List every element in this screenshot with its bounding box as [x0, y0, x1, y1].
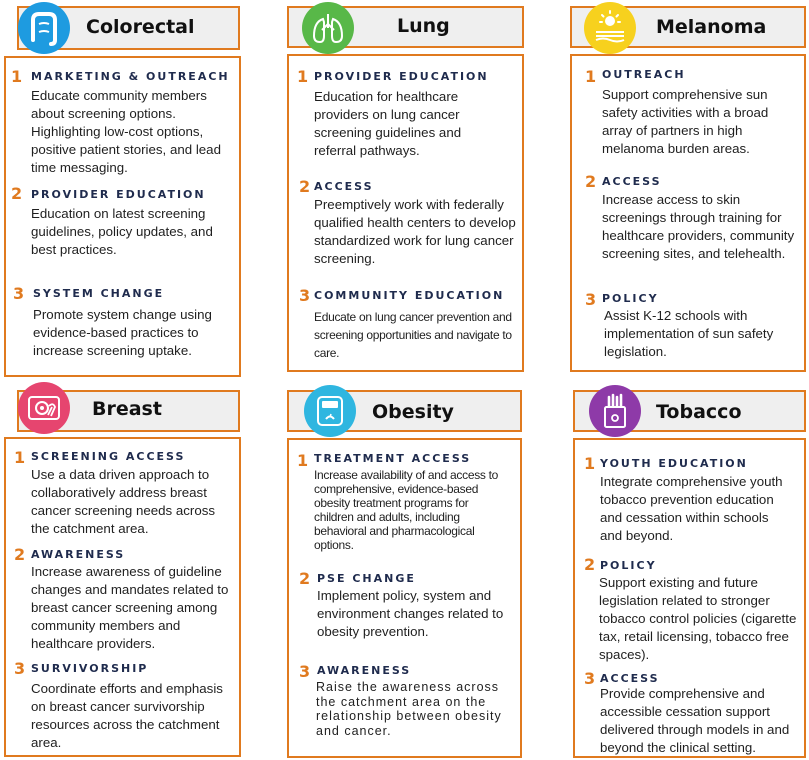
item-number: 2 — [299, 569, 311, 588]
item-number: 3 — [585, 290, 597, 309]
card-title: Tobacco — [656, 401, 742, 423]
item-description: Education for healthcare providers on lung cancer screening guidelines and referral pathways. — [314, 89, 462, 158]
item-title: PROVIDER EDUCATION — [314, 70, 489, 83]
scale-icon — [304, 385, 356, 437]
item-number: 3 — [14, 659, 26, 678]
item-description: Implement policy, system and environment changes related to obesity prevention. — [317, 588, 504, 639]
item-number: 3 — [13, 284, 25, 303]
item-description: Educate on lung cancer prevention and screening opportunities and navigate to care. — [314, 310, 512, 360]
item-title: OUTREACH — [602, 68, 686, 81]
item-number: 2 — [11, 184, 23, 203]
item-description: Coordinate efforts and emphasis on breast cancer survivorship resources across the catchment area. — [31, 681, 223, 750]
card-title: Breast — [92, 398, 162, 420]
item-title: MARKETING & OUTREACH — [31, 70, 230, 83]
item-number: 2 — [585, 172, 597, 191]
item-number: 2 — [299, 177, 311, 196]
item-description: Integrate comprehensive youth tobacco prevention education and cessation within schools and beyond. — [600, 474, 783, 543]
item-description: Promote system change using evidence-based practices to increase screening uptake. — [33, 307, 212, 358]
cigarette-pack-icon — [589, 385, 641, 437]
item-title: ACCESS — [600, 672, 660, 685]
item-description: Assist K-12 schools with implementation of sun safety legislation. — [604, 308, 774, 359]
item-description: Support comprehensive sun safety activities with a broad array of partners in high melanoma burden areas. — [602, 87, 769, 156]
item-title: SCREENING ACCESS — [31, 450, 186, 463]
card-title: Lung — [397, 15, 450, 37]
card-title: Colorectal — [86, 16, 195, 38]
item-description: Education on latest screening guidelines, policy updates, and best practices. — [31, 206, 213, 257]
item-number: 3 — [584, 669, 596, 688]
item-description: Increase access to skin screenings through training for healthcare providers, community screening sites, and telehealth. — [602, 192, 795, 261]
item-number: 1 — [14, 448, 26, 467]
item-description: Increase availability of and access to comprehensive, evidence-based obesity treatment programs for children and adults, including behavioral and pharmacological options. — [314, 468, 499, 552]
item-description: Support existing and future legislation related to stronger tobacco control policies (cigarette tax, retail licensing, tobacco free spaces). — [599, 575, 797, 662]
sun-skin-icon — [584, 2, 636, 54]
item-title: PROVIDER EDUCATION — [31, 188, 206, 201]
item-description: Use a data driven approach to collaboratively address breast cancer screening needs across the catchment area. — [31, 467, 216, 536]
card-title: Obesity — [372, 401, 454, 423]
item-description: Raise the awareness across the catchment area on the relationship between obesity and cancer. — [316, 680, 502, 738]
card-title: Melanoma — [656, 16, 767, 38]
item-number: 1 — [584, 454, 596, 473]
item-number: 1 — [297, 451, 309, 470]
item-title: ACCESS — [602, 175, 662, 188]
item-description: Provide comprehensive and accessible cessation support delivered through models in and beyond the clinical setting. — [600, 686, 790, 755]
colon-icon — [18, 2, 70, 54]
item-title: TREATMENT ACCESS — [314, 452, 472, 465]
item-title: PSE CHANGE — [317, 572, 416, 585]
item-number: 2 — [584, 555, 596, 574]
item-number: 1 — [585, 67, 597, 86]
item-description: Increase awareness of guideline changes and mandates related to breast cancer screening among community members and healthcare providers. — [31, 564, 229, 651]
item-title: COMMUNITY EDUCATION — [314, 289, 505, 302]
item-title: AWARENESS — [31, 548, 126, 561]
item-title: AWARENESS — [317, 664, 412, 677]
item-number: 3 — [299, 286, 311, 305]
breast-ribbon-icon — [18, 382, 70, 434]
item-number: 2 — [14, 545, 26, 564]
item-number: 3 — [299, 662, 311, 681]
item-title: SYSTEM CHANGE — [33, 287, 165, 300]
item-description: Educate community members about screening options. Highlighting low-cost options, positive patient stories, and lead time messaging. — [31, 88, 221, 175]
item-title: POLICY — [600, 559, 657, 572]
item-title: POLICY — [602, 292, 659, 305]
item-title: ACCESS — [314, 180, 374, 193]
item-number: 1 — [11, 67, 23, 86]
item-number: 1 — [297, 67, 309, 86]
item-title: SURVIVORSHIP — [31, 662, 149, 675]
item-description: Preemptively work with federally qualified health centers to develop standardized work for lung cancer screening. — [314, 197, 516, 266]
item-title: YOUTH EDUCATION — [600, 457, 748, 470]
lungs-icon — [302, 2, 354, 54]
